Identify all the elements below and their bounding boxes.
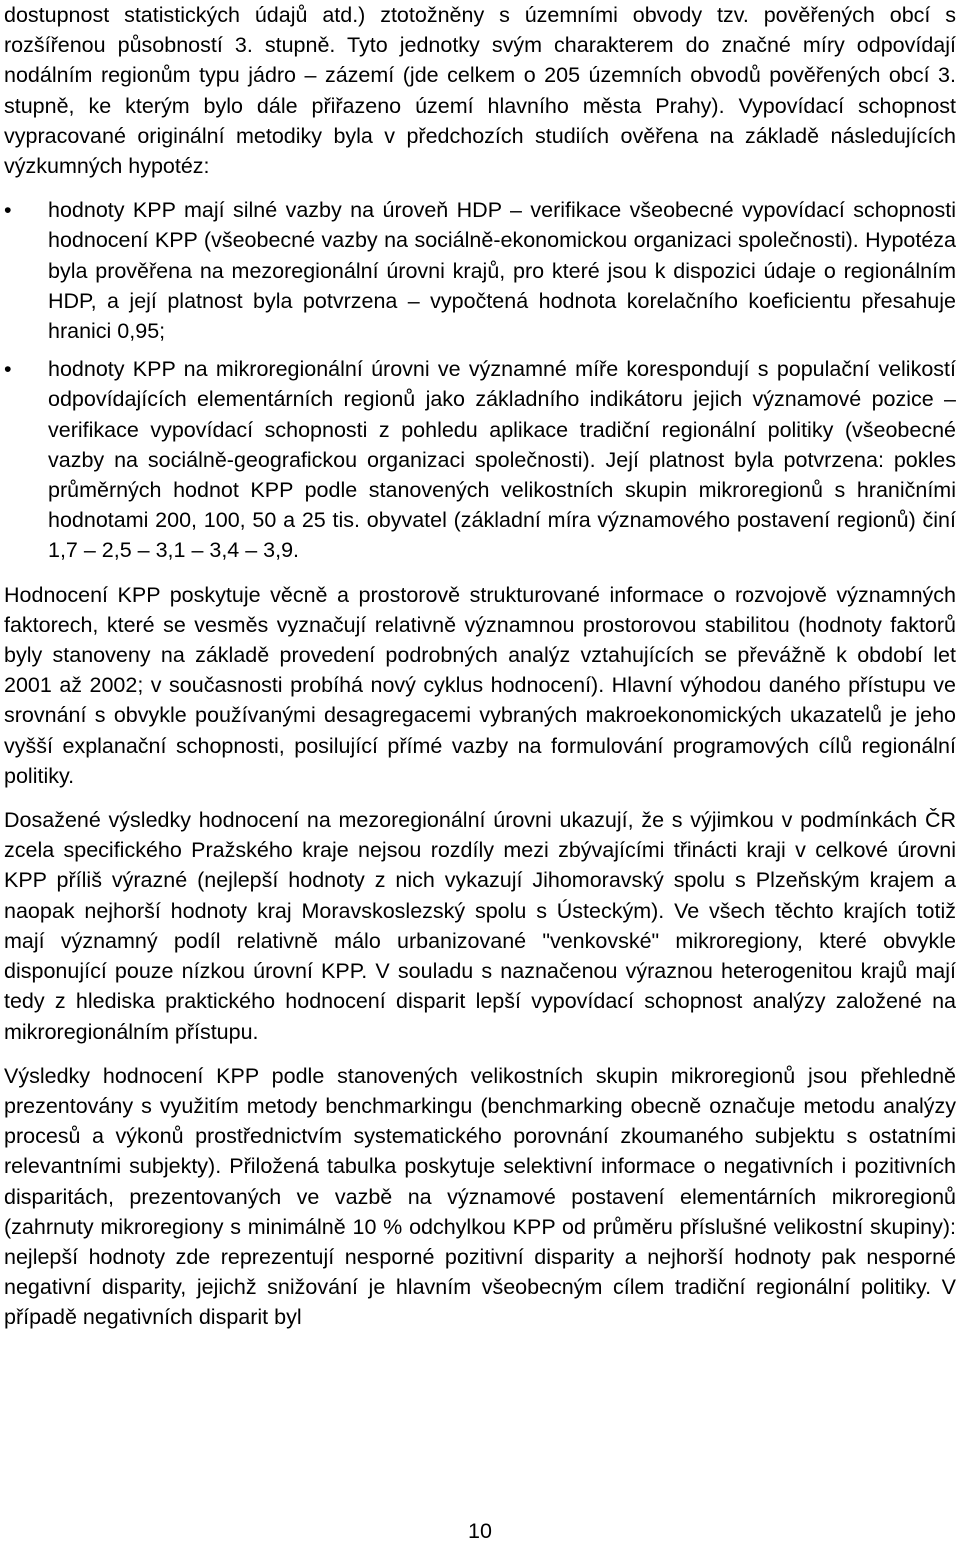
paragraph: Výsledky hodnocení KPP podle stanovených velikostních skupin mikroregionů jsou přehledně prezentovány s využitím metody benchmarkingu (benchmarking obecně označuje metodu analýzy procesů a výkonů prostřednictvím systematického porovnání zkoumaného subjektu s ostatními relevantními subjekty). Přiložená tabulka poskytuje selektivní informace o negativních i pozitivních disparitách, prezentovaných ve vazbě na významové postavení elementárních mikroregionů (zahrnuty mikroregiony s minimálně 10 % odchylkou KPP od průměru příslušné velikostní skupiny): nejlepší hodnoty zde reprezentují nesporné pozitivní disparity a nejhorší hodnoty pak nesporné negativní disparity, jejichž snižování je hlavním všeobecným cílem tradiční regionální politiky. V případě negativních disparit byl xyxy=(4,1063,956,1330)
paragraph: Dosažené výsledky hodnocení na mezoregionální úrovni ukazují, že s výjimkou v podmínkách ČR zcela specifického Pražského kraje nejsou rozdíly mezi zbývajícími třinácti kraji v celkové úrovni KPP příliš výrazné (nejlepší hodnoty z nich vykazují Jihomoravský spolu s Plzeňským krajem a naopak nejhorší hodnoty kraj Moravskoslezský spolu s Ústeckým). Ve všech těchto krajích totiž mají významný podíl relativně málo urbanizované "venkovské" mikroregiony, které obvykle disponující pouze nízkou úrovní KPP. V souladu s naznačenou výraznou heterogenitou krajů mají tedy z hlediska praktického hodnocení disparit lepší vypovídací schopnost analýzy založené na mikroregionálním přístupu. xyxy=(4,808,956,1044)
bullet-icon: • xyxy=(4,198,12,223)
page-number: 10 xyxy=(468,1519,492,1543)
paragraph: Hodnocení KPP poskytuje věcně a prostorově strukturované informace o rozvojově významných faktorech, které se vesměs vyznačují relativně významnou prostorovou stabilitou (hodnoty faktorů byly stanoveny na základě provedení podrobných analýz vztahujících se převážně k období let 2001 až 2002; v současnosti probíhá nový cyklus hodnocení). Hlavní výhodou daného přístupu ve srovnání s obvykle používanými desagregacemi vybraných makroekonomických ukazatelů je jeho vyšší explanační schopnosti, posilující přímé vazby na formulování programových cílů regionální politiky. xyxy=(4,582,956,788)
hypothesis-text: hodnoty KPP mají silné vazby na úroveň HDP – verifikace všeobecné vypovídací schopnosti hodnocení KPP (všeobecné vazby na sociálně-ekonomickou organizaci společnosti). Hypotéza byla prověřena na mezoregionální úrovni krajů, pro které jsou k dispozici údaje o regionálním HDP, a její platnost byla potvrzena – vypočtená hodnota korelačního koeficientu přesahuje hranici 0,95; xyxy=(48,198,956,344)
hypotheses-list xyxy=(4,195,956,565)
hypothesis-text: hodnoty KPP na mikroregionální úrovni ve významné míře korespondují s populační velikostí odpovídajících elementárních regionů jako základního indikátoru jejich významové pozice – verifikace vypovídací schopnosti z pohledu aplikace tradiční regionální politiky (všeobecné vazby na sociálně-geografickou organizaci společnosti). Její platnost byla potvrzena: pokles průměrných hodnot KPP podle stanovených velikostních skupin mikroregionů s hraničními hodnotami 200, 100, 50 a 25 tis. obyvatel (základní míra významového postavení regionů) činí 1,7 – 2,5 – 3,1 – 3,4 – 3,9. xyxy=(48,357,956,563)
list-item xyxy=(4,354,956,565)
intro-paragraph: dostupnost statistických údajů atd.) ztotožněny s územními obvody tzv. pověřených obcí s rozšířenou působností 3. stupně. Tyto jednotky svým charakterem do značné míry odpovídají nodálním regionům typu jádro – zázemí (jde celkem o 205 územních obvodů pověřených obcí 3. stupně, ke kterým bylo dále přiřazeno území hlavního města Prahy). Vypovídací schopnost vypracované originální metodiky byla v předchozích studiích ověřena na základě následujících výzkumných hypotéz: xyxy=(4,3,956,179)
document-page xyxy=(4,0,956,1333)
list-item xyxy=(4,195,956,346)
bullet-icon: • xyxy=(4,357,12,382)
